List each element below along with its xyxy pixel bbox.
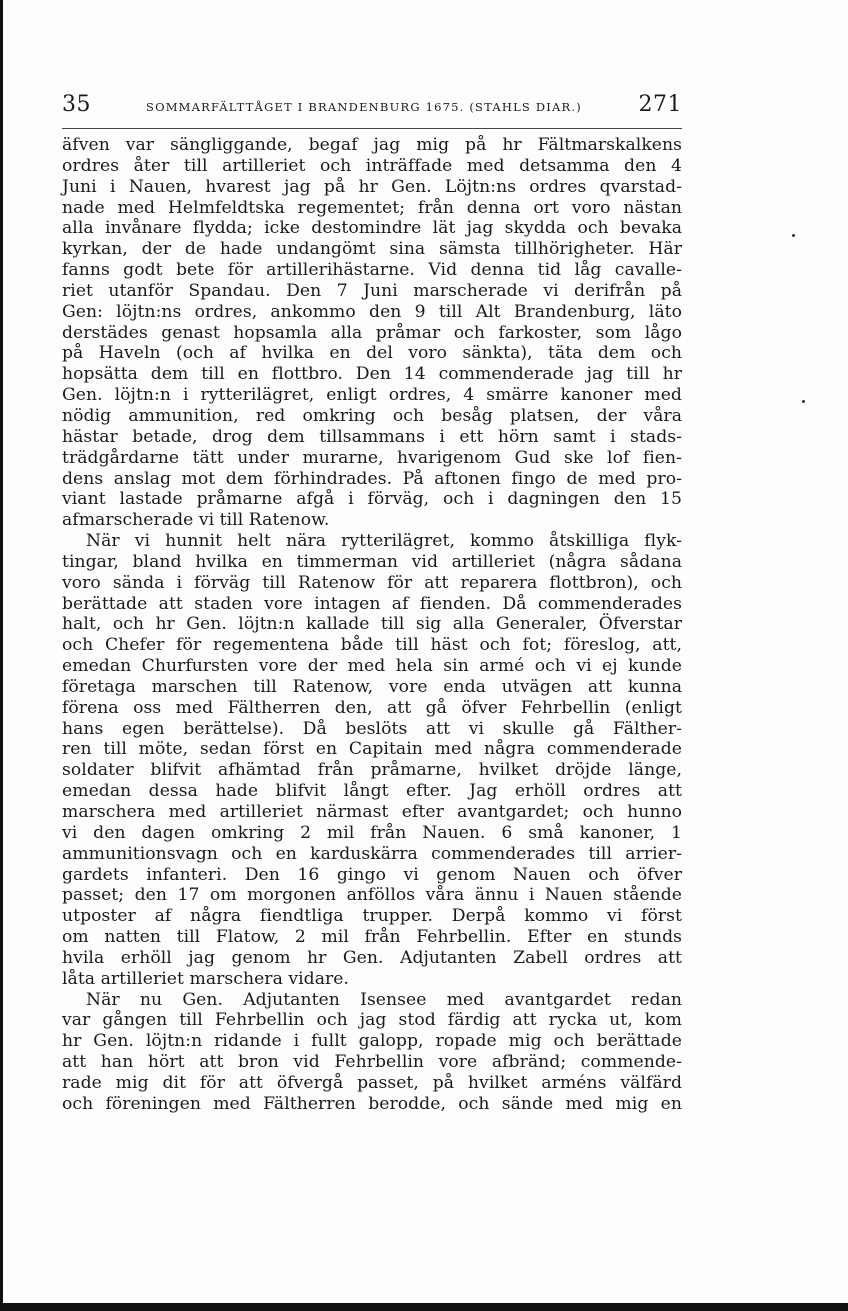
text-line: berättade att staden vore intagen af fienden. Då commenderades bbox=[62, 593, 682, 614]
text-line: När vi hunnit helt nära rytterilägret, kommo åtskilliga flyk- bbox=[86, 531, 682, 552]
text-line: utposter af några fiendtliga trupper. Derpå kommo vi först bbox=[62, 906, 682, 927]
text-line: att han hört att bron vid Fehrbellin vore afbränd; commende- bbox=[62, 1052, 682, 1073]
text-line: riet utanför Spandau. Den 7 Juni marscherade vi derifrån på bbox=[62, 280, 682, 301]
text-line: på Haveln (och af hvilka en del voro sänkta), täta dem och bbox=[62, 343, 682, 364]
text-line: derstädes genast hopsamla alla pråmar och farkoster, som lågo bbox=[62, 322, 682, 343]
right-page-number: 271 bbox=[638, 92, 682, 117]
text-line: vi den dagen omkring 2 mil från Nauen. 6 små kanoner, 1 bbox=[62, 822, 682, 843]
header-rule bbox=[62, 128, 682, 129]
text-line: hvila erhöll jag genom hr Gen. Adjutanten Zabell ordres att bbox=[62, 947, 682, 968]
text-line: gardets infanteri. Den 16 gingo vi genom Nauen och öfver bbox=[62, 864, 682, 885]
text-line: och föreningen med Fältherren berodde, och sände med mig en bbox=[62, 1093, 682, 1114]
text-line: var gången till Fehrbellin och jag stod färdig att rycka ut, kom bbox=[62, 1010, 682, 1031]
text-line: företaga marschen till Ratenow, vore enda utvägen att kunna bbox=[62, 676, 682, 697]
text-line: Juni i Nauen, hvarest jag på hr Gen. Löjtn:ns ordres qvarstad- bbox=[62, 176, 682, 197]
text-line: ren till möte, sedan först en Capitain med några commenderade bbox=[62, 739, 682, 760]
page-header bbox=[62, 92, 682, 126]
text-line: nödig ammunition, red omkring och besåg platsen, der våra bbox=[62, 405, 682, 426]
text-line: och Chefer för regementena både till häst och fot; föreslog, att, bbox=[62, 635, 682, 656]
text-line: äfven var sängliggande, begaf jag mig på hr Fältmarskalkens bbox=[62, 135, 682, 155]
running-title: SOMMARFÄLTTÅGET I BRANDENBURG 1675. (STAHLS DIAR.) bbox=[146, 100, 582, 114]
margin-speck bbox=[802, 400, 805, 403]
text-line: rade mig dit för att öfvergå passet, på hvilket arméns välfärd bbox=[62, 1072, 682, 1093]
text-line: nade med Helmfeldtska regementet; från denna ort voro nästan bbox=[62, 197, 682, 218]
text-line: hopsätta dem till en flottbro. Den 14 commenderade jag till hr bbox=[62, 364, 682, 385]
text-line: Gen: löjtn:ns ordres, ankommo den 9 till Alt Brandenburg, läto bbox=[62, 301, 682, 322]
text-line: emedan dessa hade blifvit långt efter. Jag erhöll ordres att bbox=[62, 781, 682, 802]
text-line: voro sända i förväg till Ratenow för att reparera flottbron), och bbox=[62, 572, 682, 593]
text-line: emedan Churfursten vore der med hela sin armé och vi ej kunde bbox=[62, 656, 682, 677]
scan-border-bottom bbox=[0, 1303, 848, 1311]
left-page-number: 35 bbox=[62, 92, 91, 117]
text-line: förena oss med Fältherren den, att gå öfver Fehrbellin (enligt bbox=[62, 697, 682, 718]
text-line: soldater blifvit afhämtad från pråmarne, hvilket dröjde länge, bbox=[62, 760, 682, 781]
body-text bbox=[62, 135, 682, 1115]
text-line: viant lastade pråmarne afgå i förväg, och i dagningen den 15 bbox=[62, 489, 682, 510]
text-line: afmarscherade vi till Ratenow. bbox=[62, 510, 330, 531]
margin-speck bbox=[792, 234, 795, 237]
text-line: passet; den 17 om morgonen anföllos våra ännu i Nauen stående bbox=[62, 885, 682, 906]
text-line: låta artilleriet marschera vidare. bbox=[62, 968, 350, 989]
text-line: marschera med artilleriet närmast efter avantgardet; och hunno bbox=[62, 802, 682, 822]
text-line: Gen. löjtn:n i rytterilägret, enligt ordres, 4 smärre kanoner med bbox=[62, 385, 682, 406]
text-line: kyrkan, der de hade undangömt sina sämsta tillhörigheter. Här bbox=[62, 239, 682, 260]
text-line: alla invånare flydda; icke destomindre lät jag skydda och bevaka bbox=[62, 218, 682, 239]
text-line: tingar, bland hvilka en timmerman vid artilleriet (några sådana bbox=[62, 551, 682, 572]
scan-border-left bbox=[0, 0, 3, 1311]
text-line: ammunitionsvagn och en karduskärra commenderades till arrier- bbox=[62, 843, 682, 864]
text-line: hr Gen. löjtn:n ridande i fullt galopp, ropade mig och berättade bbox=[62, 1031, 682, 1052]
text-line: hästar betade, drog dem tillsammans i ett hörn samt i stads- bbox=[62, 426, 682, 447]
text-line: trädgårdarne tätt under murarne, hvarigenom Gud ske lof fien- bbox=[62, 447, 682, 468]
text-line: När nu Gen. Adjutanten Isensee med avantgardet redan bbox=[86, 989, 682, 1010]
text-line: hans egen berättelse). Då beslöts att vi skulle gå Fälther- bbox=[62, 718, 682, 739]
text-line: fanns godt bete för artillerihästarne. Vid denna tid låg cavalle- bbox=[62, 260, 682, 281]
text-line: om natten till Flatow, 2 mil från Fehrbellin. Efter en stunds bbox=[62, 927, 682, 948]
text-line: ordres åter till artilleriet och inträffade med detsamma den 4 bbox=[62, 155, 682, 176]
text-line: halt, och hr Gen. löjtn:n kallade till sig alla Generaler, Öfverstar bbox=[62, 614, 682, 635]
text-line: dens anslag mot dem förhindrades. På aftonen fingo de med pro- bbox=[62, 468, 682, 489]
